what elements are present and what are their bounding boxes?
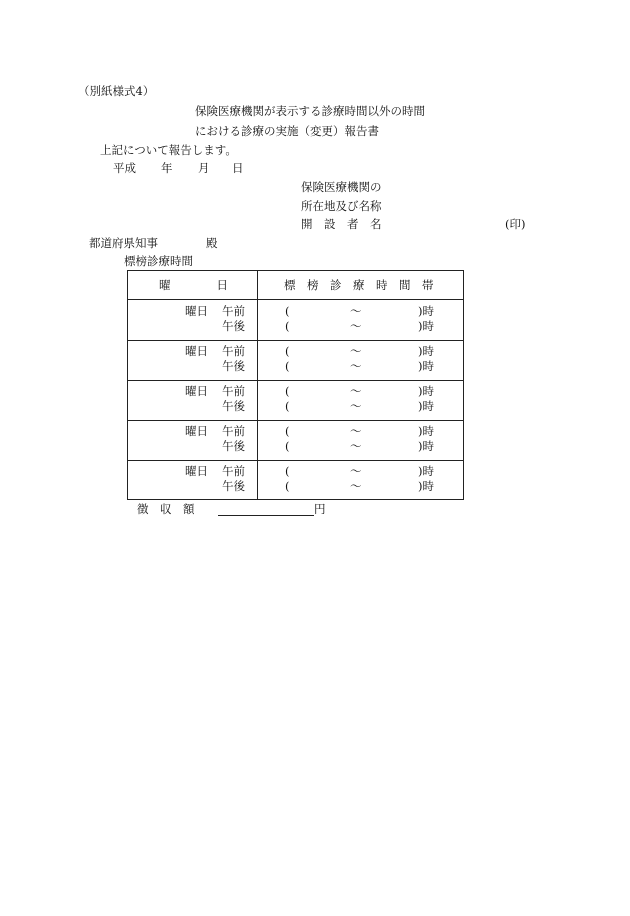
open-paren: (	[285, 359, 290, 373]
date-month: 月	[198, 161, 210, 175]
tilde: ～	[350, 439, 362, 453]
close-suffix: )時	[418, 319, 434, 333]
close-suffix: )時	[418, 304, 434, 318]
close-suffix: )時	[418, 464, 434, 478]
date-year: 年	[161, 161, 173, 175]
tilde: ～	[350, 464, 362, 478]
table-row-am: 午前	[222, 304, 245, 318]
table-row-day: 曜日	[185, 384, 208, 398]
close-suffix: )時	[418, 479, 434, 493]
header-day: 曜 日	[159, 278, 228, 292]
tilde: ～	[350, 384, 362, 398]
intro-text: 上記について報告します。	[100, 143, 237, 157]
tilde: ～	[350, 479, 362, 493]
open-paren: (	[285, 384, 290, 398]
close-suffix: )時	[418, 344, 434, 358]
open-paren: (	[285, 304, 290, 318]
open-paren: (	[285, 479, 290, 493]
fee-blank-line	[218, 515, 314, 516]
table-row-am: 午前	[222, 464, 245, 478]
tilde: ～	[350, 359, 362, 373]
founder-name-label: 開 設 者 名	[301, 217, 382, 231]
table-row-am: 午前	[222, 424, 245, 438]
hours-table	[127, 270, 464, 500]
table-row-day: 曜日	[185, 344, 208, 358]
table-row-am: 午前	[222, 384, 245, 398]
form-number: （別紙様式4）	[78, 84, 155, 98]
table-row-am: 午前	[222, 344, 245, 358]
fee-label: 徴 収 額	[137, 502, 195, 516]
section-label: 標榜診療時間	[124, 254, 193, 268]
seal-mark: (印)	[505, 217, 526, 231]
header-hours: 標 榜 診 療 時 間 帯	[284, 278, 434, 292]
close-suffix: )時	[418, 439, 434, 453]
open-paren: (	[285, 464, 290, 478]
tilde: ～	[350, 304, 362, 318]
title-line-1: 保険医療機関が表示する診療時間以外の時間	[195, 104, 425, 118]
tilde: ～	[350, 319, 362, 333]
institution-line-2: 所在地及び名称	[301, 199, 382, 213]
institution-line-1: 保険医療機関の	[301, 180, 382, 194]
table-row-day: 曜日	[185, 424, 208, 438]
addressee-honorific: 殿	[206, 236, 218, 250]
table-row-day: 曜日	[185, 464, 208, 478]
date-era: 平成	[113, 161, 136, 175]
close-suffix: )時	[418, 399, 434, 413]
table-row-pm: 午後	[222, 319, 245, 333]
tilde: ～	[350, 344, 362, 358]
open-paren: (	[285, 424, 290, 438]
open-paren: (	[285, 399, 290, 413]
close-suffix: )時	[418, 424, 434, 438]
close-suffix: )時	[418, 384, 434, 398]
date-day: 日	[232, 161, 244, 175]
tilde: ～	[350, 399, 362, 413]
close-suffix: )時	[418, 359, 434, 373]
open-paren: (	[285, 319, 290, 333]
addressee-name: 都道府県知事	[89, 236, 158, 250]
table-row-pm: 午後	[222, 439, 245, 453]
open-paren: (	[285, 344, 290, 358]
table-row-day: 曜日	[185, 304, 208, 318]
table-row-pm: 午後	[222, 399, 245, 413]
table-row-pm: 午後	[222, 479, 245, 493]
open-paren: (	[285, 439, 290, 453]
fee-unit: 円	[314, 502, 326, 516]
table-row-pm: 午後	[222, 359, 245, 373]
tilde: ～	[350, 424, 362, 438]
title-line-2: における診療の実施（変更）報告書	[195, 124, 379, 138]
